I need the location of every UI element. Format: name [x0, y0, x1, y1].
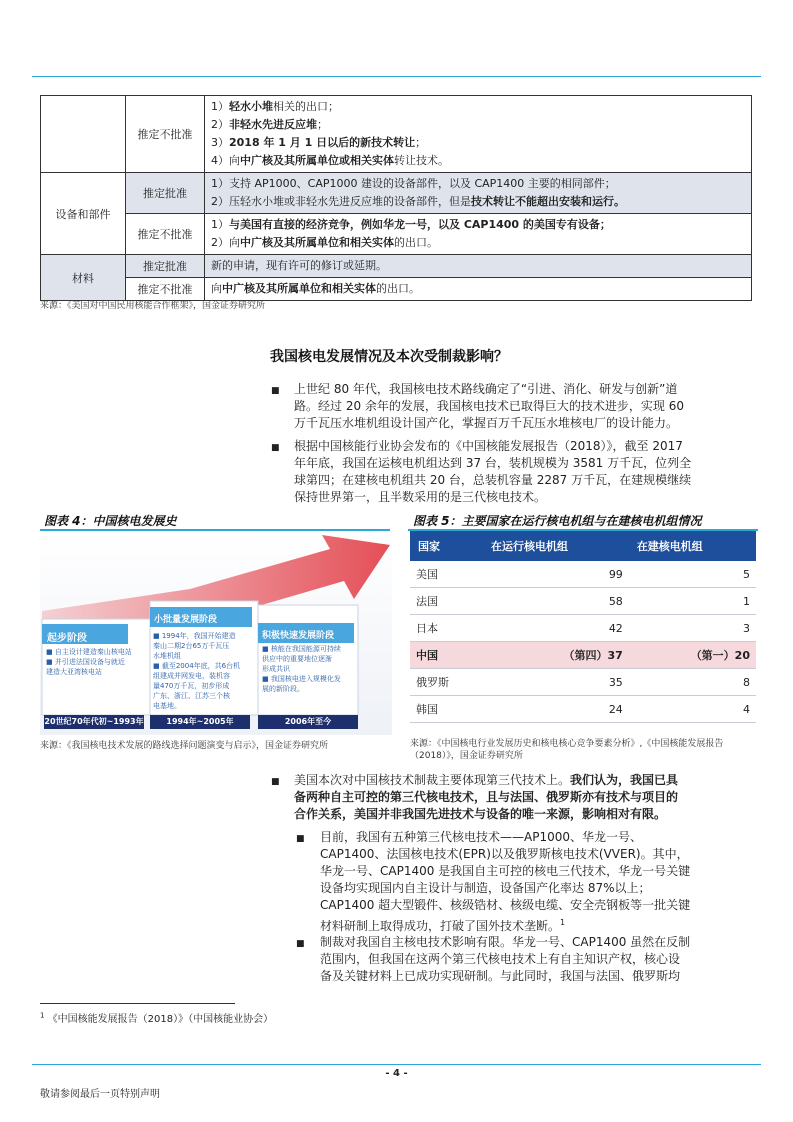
items-cell — [205, 255, 752, 278]
footnote-rule — [40, 1003, 235, 1004]
table-source: 来源：《美国对中国民用核能合作框架》，国金证券研究所 — [40, 301, 266, 311]
text-line: 量470万千瓦，初步形成 — [153, 682, 230, 690]
text-line: 备及关键材料上已成功实现研制。与此同时，我国与法国、俄罗斯均 — [320, 969, 681, 983]
policy-type-cell: 推定批准 — [126, 173, 205, 214]
stage-3-text — [262, 644, 341, 694]
footnote — [40, 1010, 273, 1025]
text-span: 新的申请，现有许可的修订或延期。 — [211, 259, 387, 272]
policy-type-cell: 推定不批准 — [126, 278, 205, 301]
text-line: 组建成并网发电，装机容 — [153, 672, 230, 680]
table-row-highlight — [410, 642, 756, 669]
text-line: 水堆机组 — [153, 652, 181, 660]
stage-1-name: 起步阶段 — [47, 633, 87, 644]
building-cell: 5 — [629, 561, 756, 588]
reactor-table — [410, 531, 756, 723]
text-line: ■ 我国核电进入规模化发 — [262, 675, 341, 683]
text-span: 的出口。 — [394, 236, 438, 249]
footnote-text: 《中国核能发展报告（2018）》（中国核能业协会） — [47, 1014, 274, 1025]
country-cell: 中国 — [410, 642, 483, 669]
category-cell: 材料 — [41, 255, 126, 301]
page-number: - 4 - — [385, 1068, 408, 1079]
building-cell: （第一）20 — [629, 642, 756, 669]
square-bullet-icon: ■ — [271, 386, 280, 396]
policy-type-cell: 推定不批准 — [126, 96, 205, 173]
column-header: 国家 — [410, 531, 483, 561]
figure-5-source — [410, 738, 723, 762]
text-line: 秦山二期2台65万千瓦压 — [153, 642, 230, 650]
section-title: 我国核电发展情况及本次受制裁影响？ — [270, 349, 508, 365]
items-cell — [205, 278, 752, 301]
figure-4-title: 图表 4：中国核电发展史 — [44, 514, 177, 528]
category-cell: 设备和部件 — [41, 173, 126, 255]
table-row — [41, 214, 752, 255]
text-line — [294, 806, 756, 823]
table-row — [410, 696, 756, 723]
text-line — [294, 772, 756, 789]
bold-text: 我们认为，我国已具 — [570, 773, 679, 787]
text-line: CAP1400、法国核电技术(EPR)以及俄罗斯核电技术(VVER)。其中， — [320, 847, 689, 861]
footnote-number: 1 — [40, 1011, 45, 1020]
text-line: 上世纪 80 年代，我国核电技术路线确定了“引进、消化、研发与创新”道 — [294, 382, 678, 396]
text-span: 的出口。 — [376, 282, 420, 295]
text-span: 2） — [211, 118, 229, 131]
paragraph-3 — [294, 772, 756, 823]
text-line: 形成共识 — [262, 665, 290, 673]
text-line: ■ 1994年，我国开始建造 — [153, 632, 236, 640]
footnote-ref: 1 — [560, 918, 566, 927]
items — [211, 280, 745, 298]
figure-5-title: 图表 5：主要国家在运行核电机组与在建核电机组情况 — [413, 514, 702, 528]
text-line: （2018）》，国金证券研究所 — [410, 751, 523, 761]
paragraph-2 — [294, 438, 756, 506]
text-span: 相关的出口； — [273, 100, 339, 113]
paragraph-1 — [294, 381, 756, 432]
text-span: 1） — [211, 218, 229, 231]
bold-text: 技术转让不能超出安装和运行。 — [471, 195, 625, 208]
items-cell — [205, 173, 752, 214]
bold-text: 合作关系，美国并非我国先进技术与设备的唯一来源，影响相对有限。 — [294, 807, 667, 821]
text-span: 材料研制上取得成功，打破了国外技术垄断。 — [320, 919, 561, 933]
item-line — [211, 193, 745, 211]
text-span: 向 — [211, 282, 222, 295]
table-row — [410, 669, 756, 696]
stage-3-name: 积极快速发展阶段 — [262, 631, 335, 641]
text-span: ； — [415, 136, 427, 149]
table-row — [41, 255, 752, 278]
square-bullet-icon: ■ — [271, 777, 280, 787]
text-span: 1） — [211, 100, 229, 113]
text-line: 来源：《中国核电行业发展历史和核电核心竞争要素分析》,《中国核能发展报告 — [410, 739, 724, 749]
building-cell: 4 — [629, 696, 756, 723]
operating-cell: 58 — [483, 588, 629, 615]
sub-bullet-2 — [320, 934, 756, 985]
bold-text: 与美国有直接的经济竞争，例如华龙一号，以及 CAP1400 的美国专有设备； — [229, 218, 611, 231]
text-line: 范围内，但我国在这两个第三代核电技术上有自主知识产权，核心设 — [320, 952, 681, 966]
text-span: ； — [317, 118, 328, 131]
country-cell: 俄罗斯 — [410, 669, 483, 696]
item-line — [211, 257, 745, 275]
text-span: 2）向 — [211, 236, 240, 249]
items — [211, 216, 745, 252]
stage-1-period: 20世纪70年代初~1993年 — [44, 715, 144, 729]
text-span: 4）向 — [211, 154, 240, 167]
item-line — [211, 216, 745, 234]
operating-cell: 24 — [483, 696, 629, 723]
item-line — [211, 152, 745, 170]
table-row — [41, 96, 752, 173]
text-line: 球第四；在建核电机组共 20 台，总装机容量 2287 万千瓦，在建规模继续 — [294, 473, 692, 487]
stage-3-period: 2006年至今 — [258, 715, 358, 729]
operating-cell: 35 — [483, 669, 629, 696]
operating-cell: 99 — [483, 561, 629, 588]
text-span: 2）压轻水小堆或非轻水先进反应堆的设备部件，但是 — [211, 195, 471, 208]
bold-text: 中广核及其所属单位和相关实体 — [222, 282, 376, 295]
bold-text: 2018 年 1 月 1 日以后的新技术转让 — [229, 136, 416, 149]
items-cell — [205, 214, 752, 255]
column-header: 在建核电机组 — [629, 531, 756, 561]
category-cell — [41, 96, 126, 173]
table-row — [41, 173, 752, 214]
table-row — [410, 588, 756, 615]
text-span: 美国本次对中国核技术制裁主要体现第三代技术上。 — [294, 773, 571, 787]
text-line: 根据中国核能行业协会发布的《中国核能发展报告（2018）》，截至 2017 — [294, 439, 683, 453]
items — [211, 98, 745, 170]
text-line: 电基地。 — [153, 702, 181, 710]
country-cell: 美国 — [410, 561, 483, 588]
building-cell: 8 — [629, 669, 756, 696]
building-cell: 1 — [629, 588, 756, 615]
text-line: ■ 核能在我国能源可持续 — [262, 645, 341, 653]
text-line: 华龙一号、CAP1400 是我国自主可控的核电三代技术，华龙一号关键 — [320, 864, 691, 878]
column-header: 在运行核电机组 — [483, 531, 629, 561]
bold-text: 中广核及其所属单位或相关实体 — [240, 154, 394, 167]
item-line — [211, 234, 745, 252]
text-line: 供应中的重要地位逐渐 — [262, 655, 332, 663]
item-line — [211, 98, 745, 116]
header-rule — [32, 76, 761, 77]
square-bullet-icon: ■ — [296, 834, 305, 844]
items — [211, 257, 745, 275]
bold-text: 备两种自主可控的第三代核电技术，且与法国、俄罗斯亦有技术与项目的 — [294, 790, 679, 804]
text-line: CAP1400 超大型锻件、核级锆材、核级电缆、安全壳钢板等一批关键 — [320, 898, 691, 912]
bold-text: 中广核及其所属单位和相关实体 — [240, 236, 394, 249]
square-bullet-icon: ■ — [271, 443, 280, 453]
stage-2-period: 1994年~2005年 — [150, 715, 250, 729]
text-span: 转让技术。 — [394, 154, 449, 167]
country-cell: 日本 — [410, 615, 483, 642]
country-cell: 韩国 — [410, 696, 483, 723]
item-line — [211, 116, 745, 134]
table-header-row — [410, 531, 756, 561]
square-bullet-icon: ■ — [296, 939, 305, 949]
text-line — [294, 789, 756, 806]
operating-cell: 42 — [483, 615, 629, 642]
text-line: 年年底，我国在运核电机组达到 37 台，装机规模为 3581 万千瓦，位列全 — [294, 456, 692, 470]
text-span: 1）支持 AP1000、CAP1000 建设的设备部件，以及 CAP1400 主要的相同部件； — [211, 177, 616, 190]
text-line: 建造大亚湾核电站 — [46, 668, 102, 676]
building-cell: 3 — [629, 615, 756, 642]
stage-2-name: 小批量发展阶段 — [154, 615, 218, 625]
text-span: 3） — [211, 136, 229, 149]
items — [211, 175, 745, 211]
text-line: 设备均实现国内自主设计与制造，设备国产化率达 87%以上； — [320, 881, 651, 895]
footer-rule — [32, 1064, 761, 1065]
text-line: 保持世界第一，且半数采用的是三代核电技术。 — [294, 490, 547, 504]
stage-2-text — [153, 631, 240, 711]
items-cell — [205, 96, 752, 173]
text-line: 目前，我国有五种第三代核电技术——AP1000、华龙一号、 — [320, 830, 642, 844]
text-line: 制裁对我国自主核电技术影响有限。华龙一号、CAP1400 虽然在反制 — [320, 935, 691, 949]
text-line — [320, 914, 756, 935]
text-line: ■ 自主设计建造秦山核电站 — [46, 648, 132, 656]
operating-cell: （第四）37 — [483, 642, 629, 669]
text-line: 展的新阶段。 — [262, 685, 304, 693]
bold-text: 非轻水先进反应堆 — [229, 118, 317, 131]
item-line — [211, 280, 745, 298]
item-line — [211, 175, 745, 193]
disclaimer: 敬请参阅最后一页特别声明 — [40, 1089, 160, 1100]
bold-text: 轻水小堆 — [229, 100, 273, 113]
text-line: 路。经过 20 余年的发展，我国核电技术已取得巨大的技术进步，实现 60 — [294, 399, 684, 413]
text-line: 广东、浙江、江苏三个核 — [153, 692, 230, 700]
text-line: ■ 截至2004年底，共6台机 — [153, 662, 241, 670]
item-line — [211, 134, 745, 152]
policy-type-cell: 推定批准 — [126, 255, 205, 278]
table-row — [410, 561, 756, 588]
stage-1-text — [46, 647, 132, 677]
country-cell: 法国 — [410, 588, 483, 615]
sub-bullet-1 — [320, 829, 756, 935]
text-line: 万千瓦压水堆机组设计国产化，掌握百万千瓦压水堆核电厂的设计能力。 — [294, 416, 679, 430]
policy-type-cell: 推定不批准 — [126, 214, 205, 255]
restriction-table — [40, 95, 752, 301]
text-line: ■ 并引进法国设备与就近 — [46, 658, 125, 666]
table-row — [410, 615, 756, 642]
figure-4-source: 来源：《我国核电技术发展的路线选择问题演变与启示》，国金证券研究所 — [40, 741, 329, 751]
